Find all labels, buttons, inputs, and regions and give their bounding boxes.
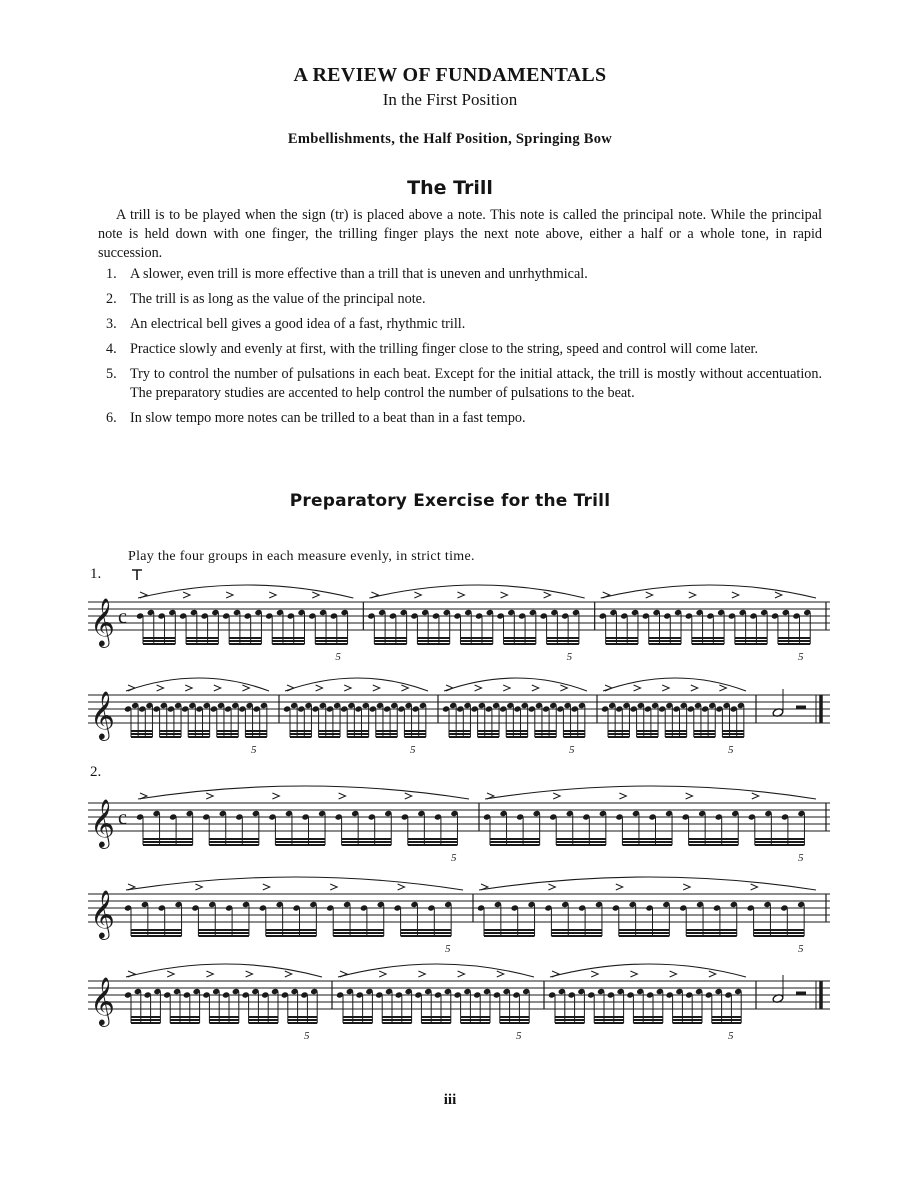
page-number: iii	[443, 1092, 457, 1108]
slur	[479, 877, 816, 890]
accent-mark	[206, 793, 213, 799]
accent-mark	[285, 971, 292, 977]
quintuplet-number: 5	[251, 744, 257, 756]
accent-mark	[128, 685, 135, 691]
quintuplet-number: 5	[410, 744, 416, 756]
accent-mark	[691, 685, 698, 691]
exercise-heading: Preparatory Exercise for the Trill	[289, 491, 611, 511]
accent-mark	[709, 971, 716, 977]
accent-mark	[591, 971, 598, 977]
slur	[138, 786, 469, 799]
topics-line: Embellishments, the Half Position, Springing Bow	[287, 131, 613, 147]
accent-mark	[616, 884, 623, 890]
accent-mark	[458, 971, 465, 977]
rule-item	[98, 340, 822, 359]
page-subtitle: In the First Position	[382, 90, 518, 109]
accent-mark	[226, 592, 233, 598]
quintuplet-number: 5	[798, 852, 804, 864]
accent-mark	[269, 592, 276, 598]
accent-mark	[401, 685, 408, 691]
bowing-mark-icon	[132, 570, 142, 580]
trill-intro-paragraph: A trill is to be played when the sign (tr) is placed above a note. This note is called the principal note. While the principal note is held down with one finger, the trilling finger plays the next note above, either a half or a whole tone, in rapid succession.	[98, 207, 822, 261]
treble-clef-icon: 𝄞	[90, 690, 115, 739]
accent-mark	[548, 884, 555, 890]
accent-mark	[272, 793, 279, 799]
accent-mark	[214, 685, 221, 691]
accent-mark	[560, 685, 567, 691]
exercise-2-label: 2.	[90, 764, 102, 780]
accent-mark	[287, 685, 294, 691]
accent-mark	[497, 971, 504, 977]
treble-clef-icon: 𝄞	[90, 597, 115, 646]
accent-mark	[183, 592, 190, 598]
accent-mark	[553, 793, 560, 799]
accent-mark	[683, 884, 690, 890]
accent-mark	[344, 685, 351, 691]
slur	[369, 585, 584, 598]
accent-mark	[670, 971, 677, 977]
rule-number: 6.	[106, 410, 117, 426]
accent-mark	[167, 971, 174, 977]
common-time-icon: c	[118, 606, 127, 628]
rule-number: 5.	[106, 366, 117, 382]
accent-mark	[312, 592, 319, 598]
accent-mark	[414, 592, 421, 598]
quintuplet-number: 5	[451, 852, 457, 864]
rule-item	[98, 290, 822, 309]
trill-heading: The Trill	[407, 177, 493, 199]
accent-mark	[246, 971, 253, 977]
page-title: A REVIEW OF FUNDAMENTALS	[293, 64, 607, 86]
rule-text: A slower, even trill is more effective than a trill that is uneven and unrhythmical.	[130, 266, 588, 282]
music-staff	[88, 661, 830, 756]
rule-text: In slow tempo more notes can be trilled to a beat than in a fast tempo.	[130, 410, 526, 426]
treble-clef-icon: 𝄞	[90, 976, 115, 1025]
accent-mark	[316, 685, 323, 691]
treble-clef-icon: 𝄞	[90, 889, 115, 938]
accent-mark	[405, 793, 412, 799]
rule-text: Try to control the number of pulsations in each beat. Except for the initial attack, the trill is mostly without accentuation. The preparatory studies are accented to help control the number of pulsations to the beat.	[130, 366, 822, 401]
music-staff	[88, 860, 830, 955]
slur	[126, 877, 463, 890]
quintuplet-number: 5	[798, 651, 804, 663]
slur	[338, 964, 534, 977]
accent-mark	[263, 884, 270, 890]
accent-mark	[206, 971, 213, 977]
accent-mark	[457, 592, 464, 598]
accent-mark	[689, 592, 696, 598]
rule-number: 3.	[106, 316, 117, 332]
exercise-instruction: Play the four groups in each measure evenly, in strict time.	[128, 549, 475, 564]
accent-mark	[752, 793, 759, 799]
accent-mark	[242, 685, 249, 691]
rule-number: 1.	[106, 266, 117, 282]
music-staff	[88, 568, 830, 663]
quintuplet-number: 5	[728, 744, 734, 756]
slur	[550, 964, 746, 977]
accent-mark	[503, 685, 510, 691]
rule-number: 2.	[106, 291, 117, 307]
quintuplet-number: 5	[566, 651, 573, 663]
accent-mark	[646, 592, 653, 598]
slur	[485, 786, 816, 799]
quintuplet-number: 5	[569, 744, 575, 756]
rule-text: An electrical bell gives a good idea of a fast, rhythmic trill.	[130, 316, 466, 332]
accent-mark	[501, 592, 508, 598]
common-time-icon: c	[118, 807, 127, 829]
accent-mark	[634, 685, 641, 691]
accent-mark	[605, 685, 612, 691]
slur	[126, 964, 322, 977]
half-rest-icon	[796, 706, 806, 710]
rule-text: Practice slowly and evenly at first, with the trilling finger close to the string, speed and control will come later.	[130, 341, 759, 357]
rule-item	[98, 409, 822, 428]
accent-mark	[475, 685, 482, 691]
accent-mark	[532, 685, 539, 691]
accent-mark	[775, 592, 782, 598]
trill-rules-list	[98, 265, 822, 434]
rule-text: The trill is as long as the value of the principal note.	[130, 291, 426, 307]
accent-mark	[157, 685, 164, 691]
half-rest-icon	[796, 992, 806, 996]
rule-number: 4.	[106, 341, 117, 357]
rule-item	[98, 315, 822, 334]
quintuplet-number: 5	[304, 1030, 310, 1042]
exercise-1-label: 1.	[90, 566, 102, 582]
music-staff	[88, 769, 830, 864]
quintuplet-number: 5	[335, 651, 341, 663]
slur	[138, 585, 353, 598]
accent-mark	[373, 685, 380, 691]
music-staff	[88, 947, 830, 1042]
accent-mark	[619, 793, 626, 799]
accent-mark	[339, 793, 346, 799]
accent-mark	[630, 971, 637, 977]
accent-mark	[446, 685, 453, 691]
accent-mark	[398, 884, 405, 890]
accent-mark	[544, 592, 551, 598]
slur	[601, 585, 816, 598]
accent-mark	[662, 685, 669, 691]
accent-mark	[379, 971, 386, 977]
accent-mark	[732, 592, 739, 598]
accent-mark	[195, 884, 202, 890]
rule-item	[98, 265, 822, 284]
rule-item	[98, 365, 822, 403]
accent-mark	[719, 685, 726, 691]
quintuplet-number: 5	[516, 1030, 522, 1042]
quintuplet-number: 5	[798, 943, 804, 955]
quintuplet-number: 5	[728, 1030, 734, 1042]
accent-mark	[418, 971, 425, 977]
accent-mark	[686, 793, 693, 799]
accent-mark	[185, 685, 192, 691]
accent-mark	[330, 884, 337, 890]
accent-mark	[751, 884, 758, 890]
quintuplet-number: 5	[445, 943, 451, 955]
treble-clef-icon: 𝄞	[90, 798, 115, 847]
